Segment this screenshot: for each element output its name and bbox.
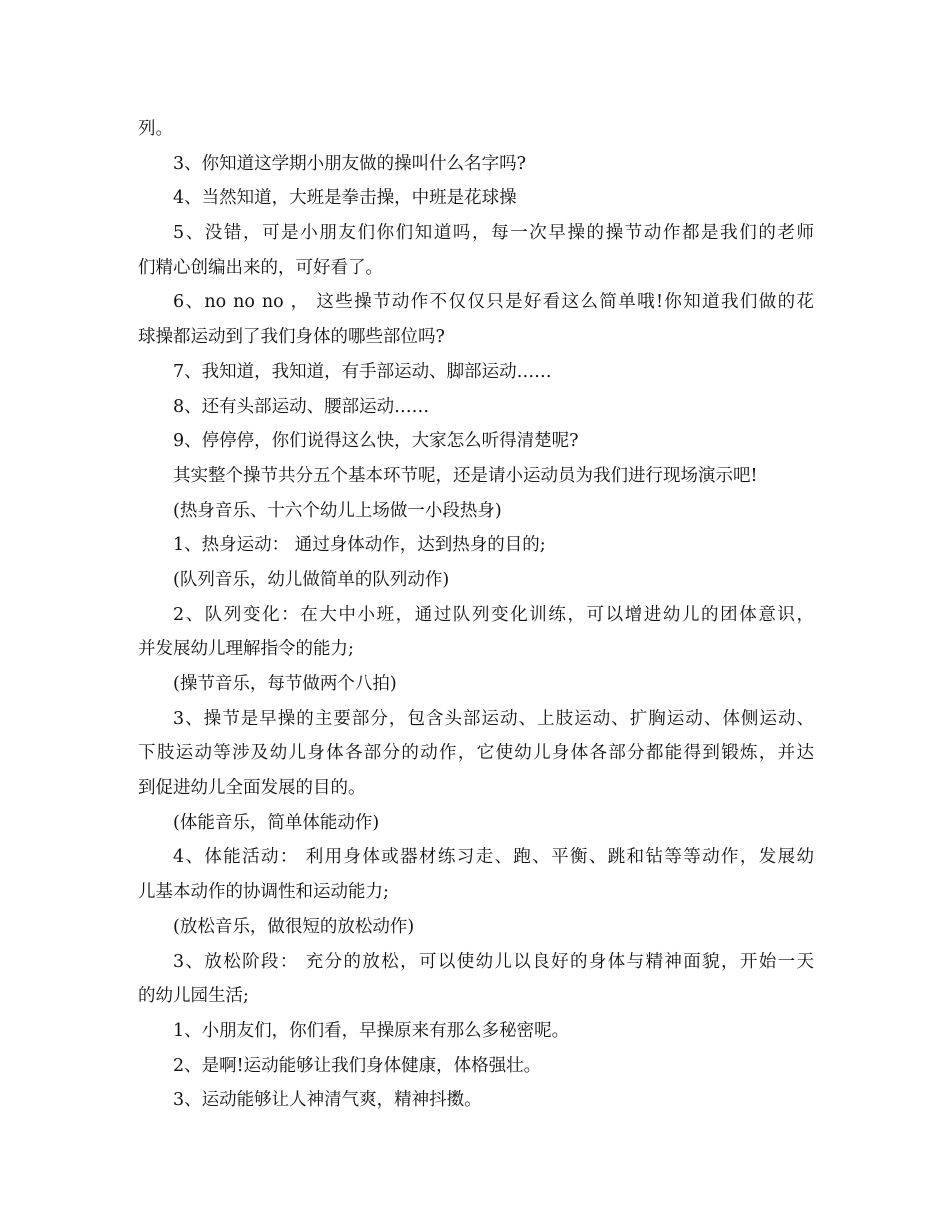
text-line: 7、我知道，我知道，有手部运动、脚部运动…… <box>173 361 552 382</box>
text-line: 球操都运动到了我们身体的哪些部位吗? <box>138 327 445 348</box>
text-line: 2、队列变化：在大中小班，通过队列变化训练，可以增进幼儿的团体意识， <box>173 604 814 625</box>
text-line: 9、停停停，你们说得这么快，大家怎么听得清楚呢? <box>173 431 579 452</box>
text-line: 1、小朋友们，你们看，早操原来有那么多秘密呢。 <box>173 1020 570 1041</box>
text-line: 1、热身运动： 通过身体动作，达到热身的目的; <box>173 535 546 556</box>
text-line: 下肢运动等涉及幼儿身体各部分的动作，它使幼儿身体各部分都能得到锻炼，并达 <box>138 743 814 764</box>
text-line: 的幼儿园生活; <box>138 986 249 1007</box>
text-line: 3、操节是早操的主要部分，包含头部运动、上肢运动、扩胸运动、体侧运动、 <box>173 708 814 729</box>
document-body <box>138 112 814 1118</box>
text-line: 4、体能活动： 利用身体或器材练习走、跑、平衡、跳和钻等等动作，发展幼 <box>173 847 814 868</box>
text-line: 4、当然知道，大班是拳击操，中班是花球操 <box>173 188 517 209</box>
text-line: (放松音乐，做很短的放松动作) <box>173 916 415 937</box>
text-line: (操节音乐，每节做两个八拍) <box>173 674 397 694</box>
text-line: 并发展幼儿理解指令的能力; <box>138 639 354 660</box>
text-line: 儿基本动作的协调性和运动能力; <box>138 882 389 903</box>
text-line: 3、你知道这学期小朋友做的操叫什么名字吗? <box>173 153 527 174</box>
text-line: 6、no no no ， 这些操节动作不仅仅只是好看这么简单哦!你知道我们做的花 <box>173 292 814 313</box>
text-line: 3、运动能够让人神清气爽，精神抖擞。 <box>173 1090 482 1111</box>
text-line: 3、放松阶段： 充分的放松，可以使幼儿以良好的身体与精神面貌，开始一天 <box>173 951 814 972</box>
text-line: 到促进幼儿全面发展的目的。 <box>138 778 366 799</box>
text-line: (队列音乐，幼儿做简单的队列动作) <box>173 569 450 590</box>
text-line: 2、是啊!运动能够让我们身体健康，体格强壮。 <box>173 1055 542 1076</box>
text-line: (体能音乐，简单体能动作) <box>173 812 380 833</box>
text-line: 其实整个操节共分五个基本环节呢，还是请小运动员为我们进行现场演示吧! <box>173 465 758 486</box>
text-line: 8、还有头部运动、腰部运动…… <box>173 396 430 417</box>
text-line: 列。 <box>138 119 173 139</box>
text-line: (热身音乐、十六个幼儿上场做一小段热身) <box>173 500 502 521</box>
text-line: 们精心创编出来的，可好看了。 <box>138 257 383 278</box>
text-line: 5、没错，可是小朋友们你们知道吗，每一次早操的操节动作都是我们的老师 <box>173 223 814 244</box>
